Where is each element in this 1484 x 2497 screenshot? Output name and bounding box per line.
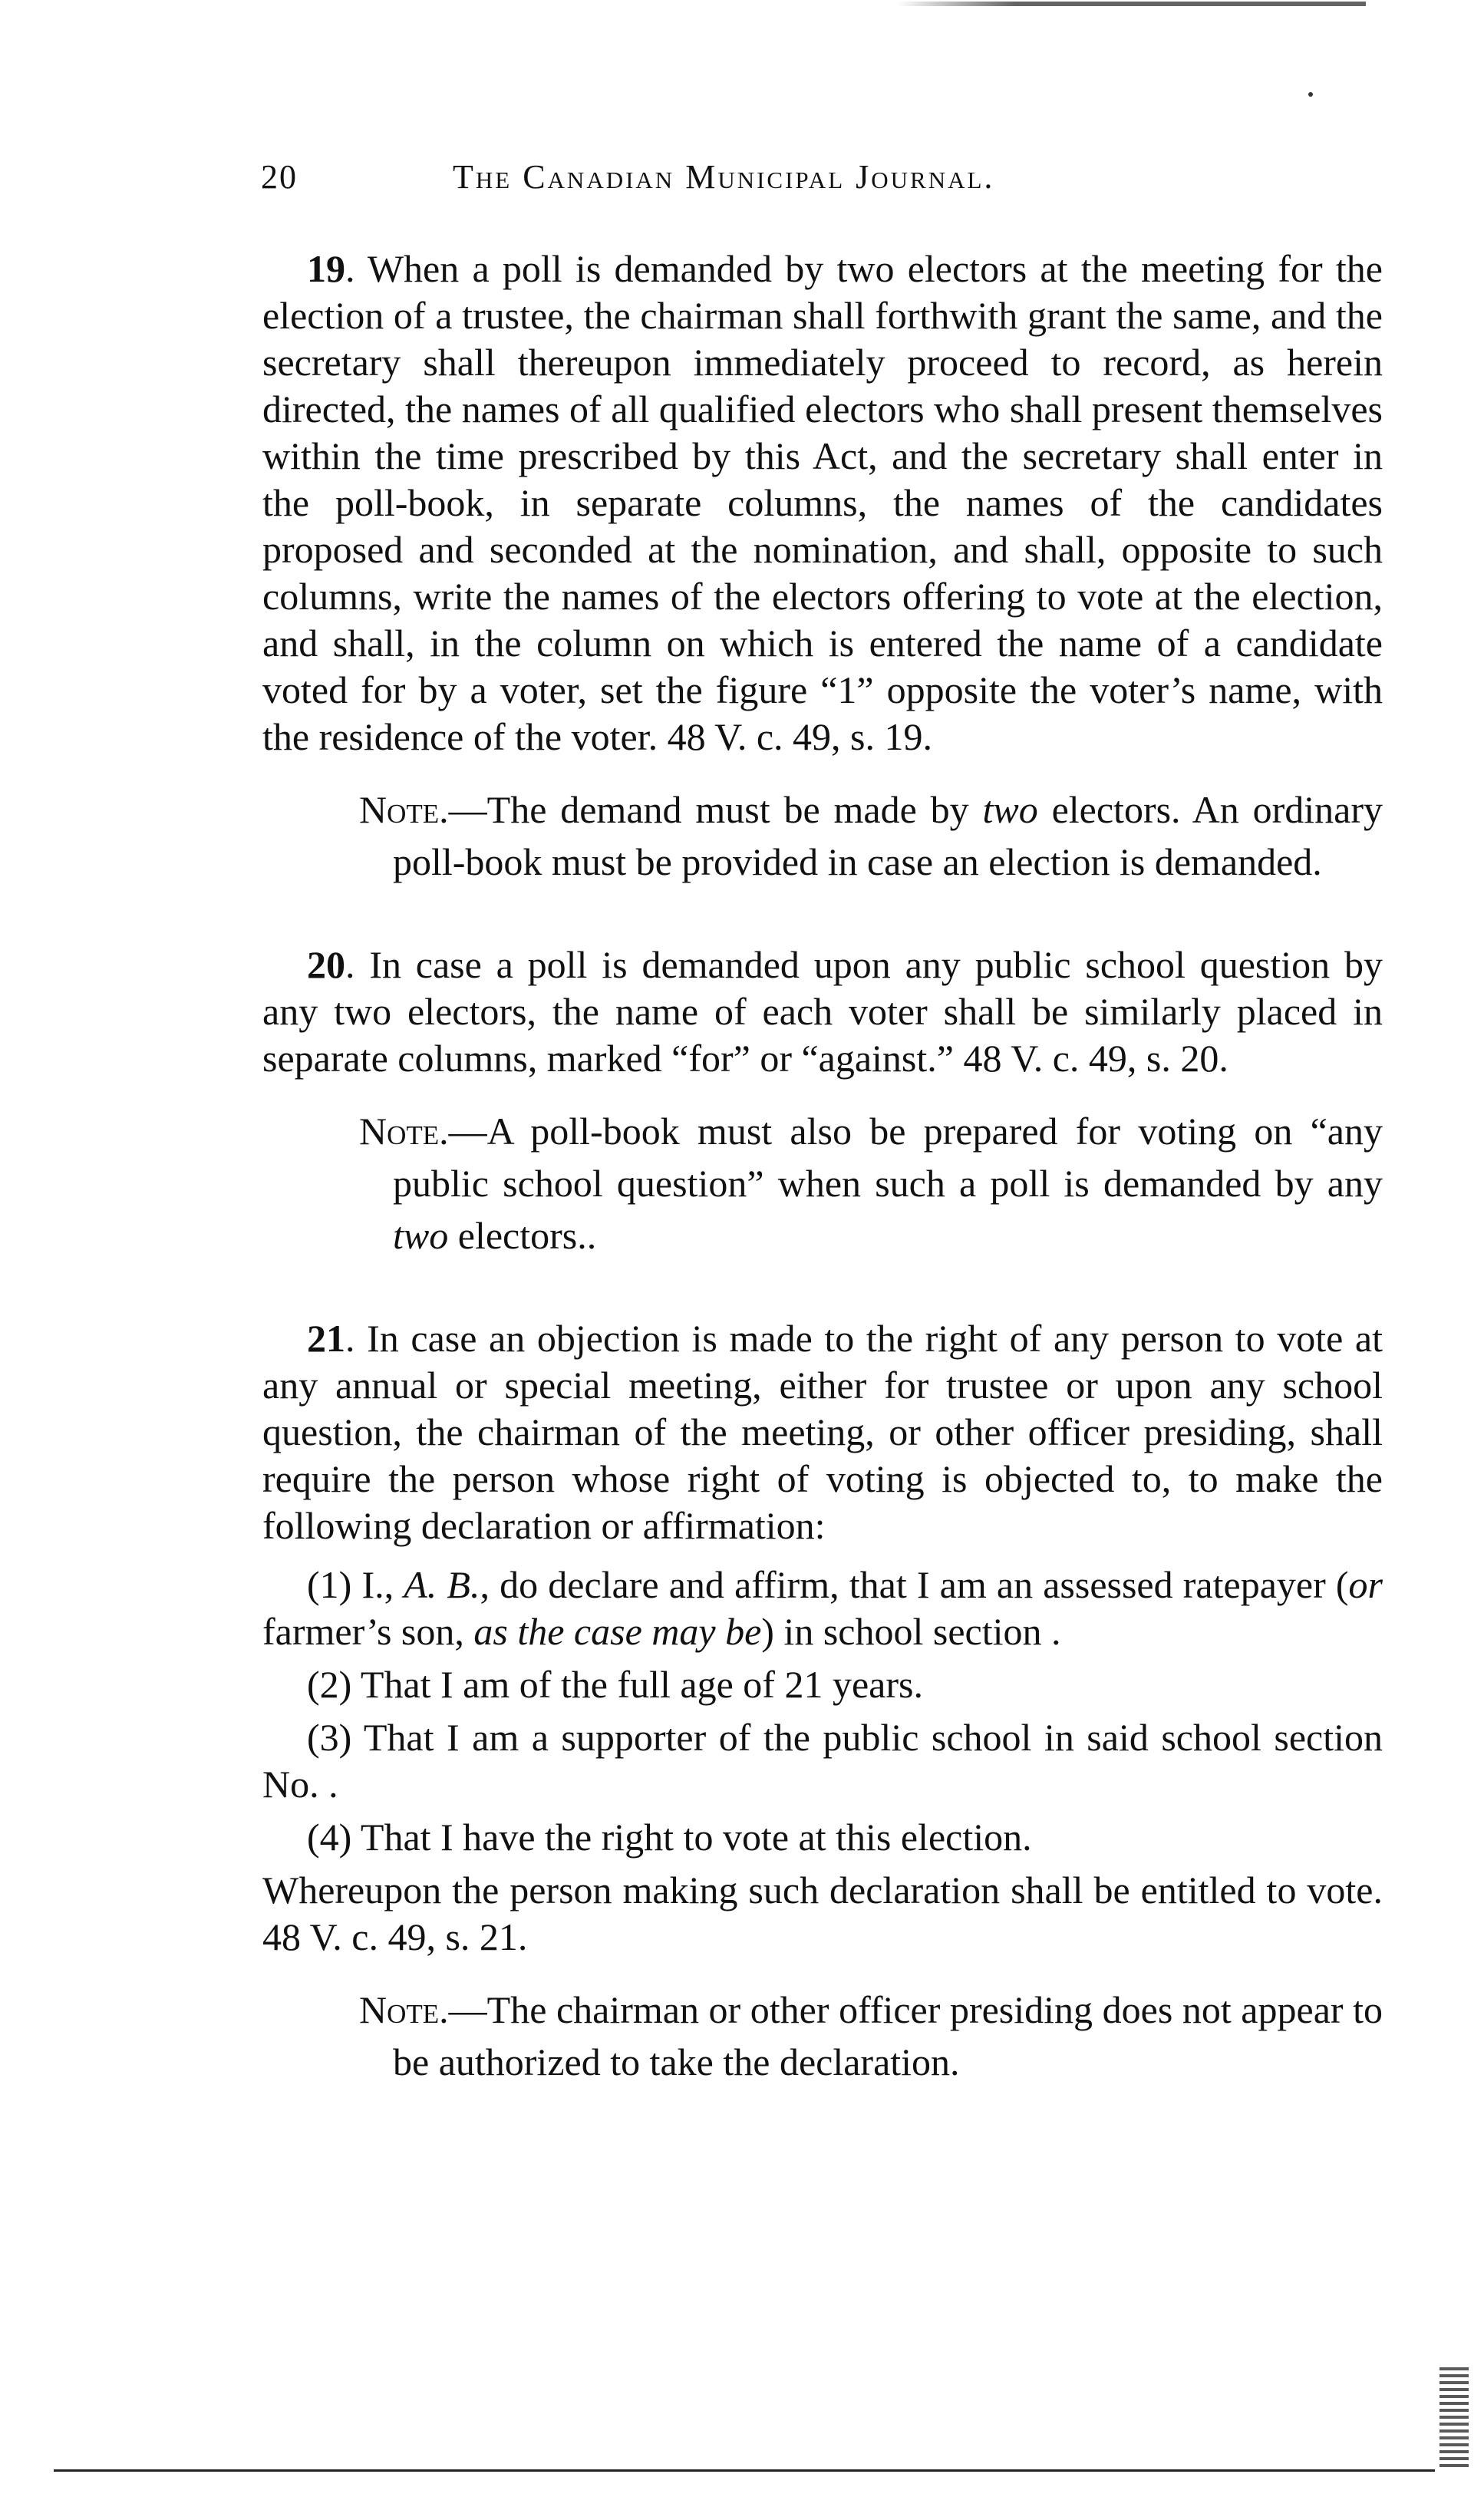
page-number: 20 <box>261 158 298 196</box>
note-text-end: electors.. <box>448 1214 597 1257</box>
item-text: farmer’s son, <box>262 1610 474 1653</box>
item-name: A. B. <box>404 1563 480 1606</box>
note-19 <box>262 783 1383 888</box>
item-text: (1) I., <box>307 1563 404 1606</box>
item-or: or <box>1348 1563 1383 1606</box>
note-21 <box>262 1984 1383 2088</box>
declaration-item-4: (4) That I have the right to vote at this election. <box>307 1816 1032 1859</box>
section-19 <box>262 246 1383 760</box>
declaration-item-1 <box>262 1562 1383 1655</box>
note-emphasis: two <box>982 788 1038 831</box>
section-21-closing: Whereupon the person making such declaration shall be entitled to vote. 48 V. c. 49, s. 21. <box>262 1869 1383 1958</box>
declaration-item-2: (2) That I am of the full age of 21 years. <box>307 1663 923 1706</box>
note-label: Note. <box>359 1988 449 2031</box>
note-text-end: electors. An ordinary poll-book must be provided in case an election is demanded. <box>393 788 1383 883</box>
page-body <box>262 246 1383 2088</box>
running-title: The Canadian Municipal Journal. <box>453 158 995 196</box>
note-emphasis: two <box>393 1214 449 1257</box>
section-text: . In case an objection is made to the right of any person to vote at any annual or special meeting, either for trustee or upon any school question, the chairman of the meeting, or other officer presiding, shall require the person whose right of voting is objected to, to make the following declaration or affirmation: <box>262 1317 1383 1547</box>
scan-speck <box>1308 92 1313 97</box>
section-text: . When a poll is demanded by two electors at the meeting for the election of a trustee, the chairman shall forthwith grant the same, and the secretary shall thereupon immediately proceed to record, as herein directed, the names of all qualified electors who shall present themselves within the time prescribed by this Act, and the secretary shall enter in the poll-book, in separate columns, the names of the candidates proposed and seconded at the nomination, and shall, opposite to such columns, write the names of the electors offering to vote at the election, and shall, in the column on which is entered the name of a candidate voted for by a voter, set the figure “1” opposite the voter’s name, with the residence of the voter. 48 V. c. 49, s. 19. <box>262 247 1383 758</box>
page-header <box>261 157 1192 203</box>
note-text: —A poll-book must also be prepared for voting on “any public school question” when such a poll is demanded by any <box>393 1110 1383 1205</box>
section-number: 21 <box>307 1317 345 1360</box>
note-label: Note. <box>359 1110 449 1153</box>
note-20 <box>262 1105 1383 1262</box>
note-text: —The chairman or other officer presiding does not appear to be authorized to take the declaration. <box>393 1988 1383 2083</box>
page-edge-mark <box>1439 2367 1469 2467</box>
item-text: , do declare and affirm, that I am an assessed ratepayer ( <box>480 1563 1349 1606</box>
item-case: as the case may be <box>473 1610 762 1653</box>
section-20 <box>262 942 1383 1082</box>
section-text: . In case a poll is demanded upon any public school question by any two electors, the name of each voter shall be similarly placed in separate columns, marked “for” or “against.” 48 V. c. 49, s. 20. <box>262 943 1383 1080</box>
item-text: ) in school section . <box>761 1610 1061 1653</box>
note-text: —The demand must be made by <box>448 788 983 831</box>
section-number: 19 <box>307 247 345 290</box>
top-edge-rule <box>898 2 1366 6</box>
section-21 <box>262 1315 1383 1549</box>
note-label: Note. <box>359 788 449 831</box>
declaration-item-3: (3) That I am a supporter of the public school in said school section No. . <box>262 1716 1383 1806</box>
bottom-edge-rule <box>54 2469 1435 2472</box>
section-number: 20 <box>307 943 345 986</box>
